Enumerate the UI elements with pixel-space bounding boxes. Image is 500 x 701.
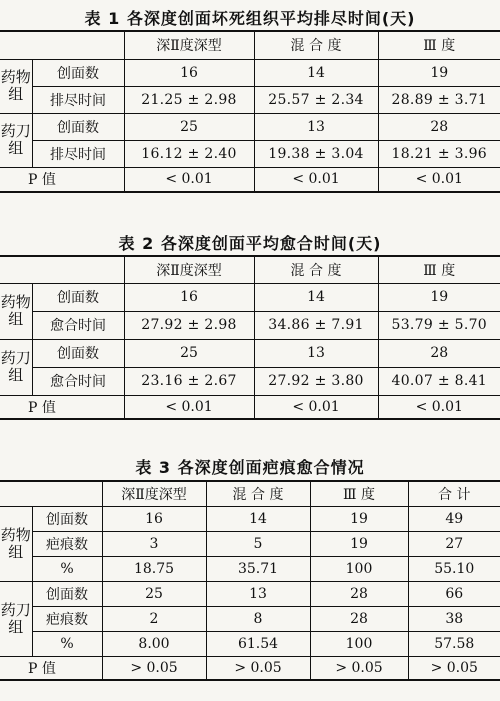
table1-cell: 28.89 ± 3.71 (378, 86, 500, 113)
table3-p-value: > 0.05 (408, 656, 500, 680)
table3-row-label: % (32, 556, 102, 581)
table1-cell: 21.25 ± 2.98 (124, 86, 254, 113)
table2-row-label: 创面数 (32, 283, 124, 311)
table3-row-label: 创面数 (32, 581, 102, 606)
table3-cell: 5 (206, 531, 310, 556)
table1-group-knife: 药刀组 (0, 113, 32, 167)
table3-cell: 49 (408, 506, 500, 531)
table1-cell: 25 (124, 113, 254, 140)
table2-p-value: < 0.01 (378, 395, 500, 419)
table3-p-value: > 0.05 (310, 656, 408, 680)
table3-cell: 18.75 (102, 556, 206, 581)
table3-group-knife: 药刀组 (0, 581, 32, 656)
table1-cell: 16.12 ± 2.40 (124, 140, 254, 167)
table3-cell: 28 (310, 606, 408, 631)
table2-cell: 28 (378, 339, 500, 367)
table1-col-header: Ⅲ 度 (378, 31, 500, 59)
table3-cell: 8 (206, 606, 310, 631)
table2-row-label: 愈合时间 (32, 311, 124, 339)
table1-cell: 18.21 ± 3.96 (378, 140, 500, 167)
table1-col-header: 深Ⅱ度深型 (124, 31, 254, 59)
table3-cell: 61.54 (206, 631, 310, 656)
table1-cell: 13 (254, 113, 378, 140)
table2-row-label: 创面数 (32, 339, 124, 367)
table3-cell: 35.71 (206, 556, 310, 581)
table1-cell: 16 (124, 59, 254, 86)
table3-cell: 38 (408, 606, 500, 631)
table1-cell: 25.57 ± 2.34 (254, 86, 378, 113)
table1-group-drug: 药物组 (0, 59, 32, 113)
table3-row-label: 疤痕数 (32, 606, 102, 631)
table3-row-label: % (32, 631, 102, 656)
table3-group-drug: 药物组 (0, 506, 32, 581)
table1-corner (0, 31, 124, 59)
table2-col-header: 混 合 度 (254, 256, 378, 283)
table1-cell: 19.38 ± 3.04 (254, 140, 378, 167)
table3-cell: 27 (408, 531, 500, 556)
table3-cell: 2 (102, 606, 206, 631)
table3-row-label: 创面数 (32, 506, 102, 531)
table3-cell: 13 (206, 581, 310, 606)
table3-cell: 19 (310, 506, 408, 531)
table2-corner (0, 256, 124, 283)
table3-p-value: > 0.05 (102, 656, 206, 680)
table1-p-value: < 0.01 (254, 167, 378, 192)
table3-cell: 25 (102, 581, 206, 606)
table2-cell: 13 (254, 339, 378, 367)
table2-col-header: Ⅲ 度 (378, 256, 500, 283)
table2-cell: 53.79 ± 5.70 (378, 311, 500, 339)
table3-cell: 66 (408, 581, 500, 606)
table2-cell: 14 (254, 283, 378, 311)
table2-p-value: < 0.01 (254, 395, 378, 419)
table3-title: 表 3 各深度创面疤痕愈合情况 (135, 458, 365, 477)
table3-cell: 100 (310, 631, 408, 656)
table1-cell: 28 (378, 113, 500, 140)
table3-cell: 3 (102, 531, 206, 556)
table2-cell: 27.92 ± 2.98 (124, 311, 254, 339)
table1-col-header: 混 合 度 (254, 31, 378, 59)
table3-cell: 28 (310, 581, 408, 606)
table2-cell: 16 (124, 283, 254, 311)
table2-cell: 19 (378, 283, 500, 311)
table3-cell: 100 (310, 556, 408, 581)
table2-row-label: 愈合时间 (32, 367, 124, 395)
table1-cell: 19 (378, 59, 500, 86)
table3-col-header: 深Ⅱ度深型 (102, 481, 206, 506)
table2-group-knife: 药刀组 (0, 339, 32, 395)
table3-p-value: > 0.05 (206, 656, 310, 680)
table2-col-header: 深Ⅱ度深型 (124, 256, 254, 283)
table1 (0, 30, 500, 193)
table1-row-label: 排尽时间 (32, 86, 124, 113)
table3-p-label: P 值 (0, 656, 102, 680)
table3 (0, 480, 500, 681)
table3-col-header: 合 计 (408, 481, 500, 506)
table3-cell: 14 (206, 506, 310, 531)
table2-p-value: < 0.01 (124, 395, 254, 419)
table3-row-label: 疤痕数 (32, 531, 102, 556)
table2-title: 表 2 各深度创面平均愈合时间(天) (118, 234, 382, 253)
table2-cell: 23.16 ± 2.67 (124, 367, 254, 395)
table3-cell: 55.10 (408, 556, 500, 581)
table1-cell: 14 (254, 59, 378, 86)
table1-p-value: < 0.01 (378, 167, 500, 192)
table3-cell: 16 (102, 506, 206, 531)
table1-p-label: P 值 (0, 167, 124, 192)
table1-row-label: 创面数 (32, 59, 124, 86)
table2-cell: 40.07 ± 8.41 (378, 367, 500, 395)
table1-row-label: 创面数 (32, 113, 124, 140)
table3-col-header: Ⅲ 度 (310, 481, 408, 506)
table3-cell: 57.58 (408, 631, 500, 656)
table1-title: 表 1 各深度创面坏死组织平均排尽时间(天) (84, 9, 416, 28)
table2 (0, 255, 500, 420)
table1-row-label: 排尽时间 (32, 140, 124, 167)
table3-col-header: 混 合 度 (206, 481, 310, 506)
table2-group-drug: 药物组 (0, 283, 32, 339)
table2-p-label: P 值 (0, 395, 124, 419)
table2-cell: 25 (124, 339, 254, 367)
table2-cell: 34.86 ± 7.91 (254, 311, 378, 339)
table3-corner (0, 481, 102, 506)
table3-cell: 8.00 (102, 631, 206, 656)
table1-p-value: < 0.01 (124, 167, 254, 192)
table3-cell: 19 (310, 531, 408, 556)
table2-cell: 27.92 ± 3.80 (254, 367, 378, 395)
